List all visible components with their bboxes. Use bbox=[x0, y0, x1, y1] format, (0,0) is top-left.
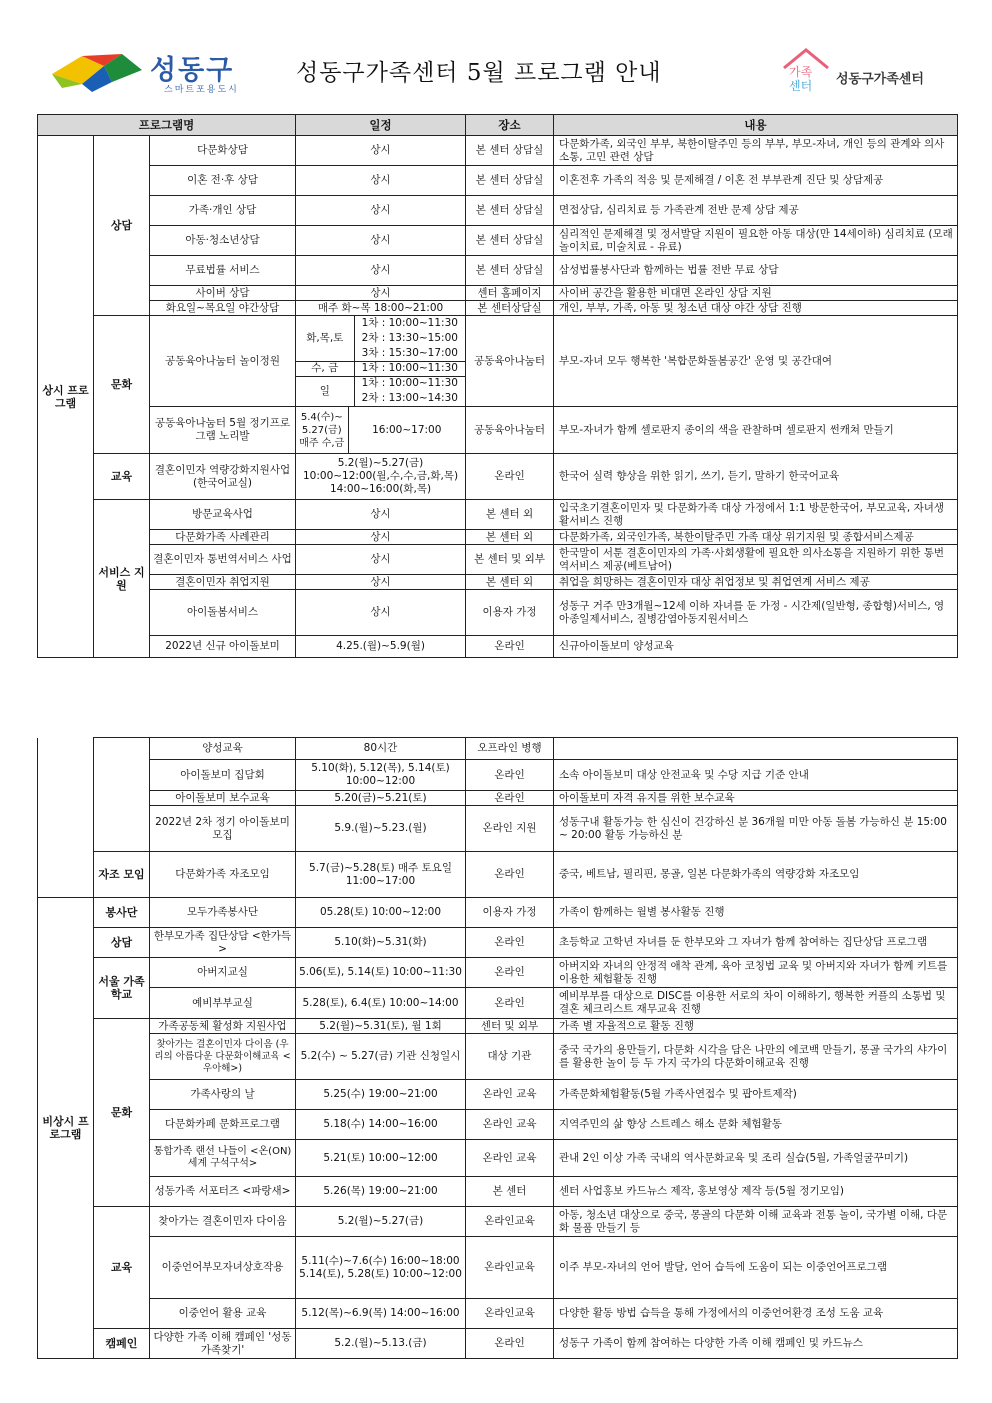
schedule-slot: 3차 : 15:30~17:00 bbox=[354, 346, 465, 361]
program-content: 취업을 희망하는 결혼이민자 대상 취업정보 및 취업연계 서비스 제공 bbox=[554, 575, 958, 590]
program-schedule: 5.2(월)~5.27(금) 10:00~12:00(월,수,수,금,화,목) 14:00~16:00(화,목) bbox=[296, 454, 466, 500]
program-schedule: 상시 bbox=[296, 575, 466, 590]
schedule-days: 화,목,토 bbox=[296, 316, 354, 361]
schedule-days: 일 bbox=[296, 376, 354, 406]
program-name: 다문화카페 문화프로그램 bbox=[150, 1110, 296, 1140]
table-row bbox=[38, 301, 958, 316]
program-place: 본 센터 bbox=[466, 1177, 554, 1207]
category-label bbox=[94, 738, 150, 852]
table-row bbox=[38, 136, 958, 166]
program-place: 본 센터 및 외부 bbox=[466, 545, 554, 575]
program-content: 아이돌보미 자격 유지를 위한 보수교육 bbox=[554, 791, 958, 806]
program-content: 가족문화체험활동(5월 가족사연접수 및 팝아트제작) bbox=[554, 1080, 958, 1110]
program-content: 사이버 공간을 활용한 비대면 온라인 상담 지원 bbox=[554, 286, 958, 301]
table-row bbox=[38, 958, 958, 988]
table-row bbox=[38, 1299, 958, 1329]
program-content: 다문화가족, 외국인가족, 북한이탈주민 가족 대상 위기지원 및 종합서비스제공 bbox=[554, 530, 958, 545]
family-center-logo bbox=[780, 46, 955, 96]
table-row bbox=[38, 316, 958, 331]
program-schedule: 5.12(목)~6.9(목) 14:00~16:00 bbox=[296, 1299, 466, 1329]
program-content: 가족 별 자율적으로 활동 진행 bbox=[554, 1019, 958, 1034]
schedule-dates: 5.4(수)~ 5.27(금) 매주 수,금 bbox=[296, 407, 348, 453]
program-schedule bbox=[296, 316, 466, 407]
program-name: 결혼이민자 취업지원 bbox=[150, 575, 296, 590]
program-name: 성동가족 서포터즈 <파랑새> bbox=[150, 1177, 296, 1207]
table-row bbox=[38, 196, 958, 226]
category-label: 상담 bbox=[94, 136, 150, 316]
category-label: 서비스 지원 bbox=[94, 500, 150, 658]
program-name: 이중언어부모자녀상호작용 bbox=[150, 1237, 296, 1299]
program-name: 찾아가는 결혼이민자 다이음 (우리의 아름다운 다문화이해교육 <우아해>) bbox=[150, 1034, 296, 1080]
special-program-table bbox=[37, 737, 958, 1359]
table-row bbox=[38, 898, 958, 928]
program-place: 대상 기관 bbox=[466, 1034, 554, 1080]
program-name: 가족사랑의 날 bbox=[150, 1080, 296, 1110]
table-row bbox=[38, 636, 958, 658]
table-row bbox=[38, 1110, 958, 1140]
program-name: 결혼이민자 통번역서비스 사업 bbox=[150, 545, 296, 575]
table-row bbox=[38, 1034, 958, 1080]
program-content: 입국초기결혼이민자 및 다문화가족 대상 가정에서 1:1 방문한국어, 부모교육, 자녀생활서비스 진행 bbox=[554, 500, 958, 530]
program-name: 한부모가족 집단상담 <한가득> bbox=[150, 928, 296, 958]
program-name: 다문화상담 bbox=[150, 136, 296, 166]
category-label: 상담 bbox=[94, 928, 150, 958]
program-name: 아이돌보미 보수교육 bbox=[150, 791, 296, 806]
table-row bbox=[38, 738, 958, 760]
program-place: 온라인 bbox=[466, 636, 554, 658]
table-row bbox=[38, 226, 958, 256]
category-label: 서울 가족학교 bbox=[94, 958, 150, 1019]
table-row bbox=[38, 928, 958, 958]
program-name: 결혼이민자 역량강화지원사업 (한국어교실) bbox=[150, 454, 296, 500]
program-schedule: 매주 화~목 18:00~21:00 bbox=[296, 301, 466, 316]
program-name: 공동육아나눔터 놀이정원 bbox=[150, 316, 296, 407]
program-place: 이용자 가정 bbox=[466, 898, 554, 928]
program-schedule: 5.28(토), 6.4(토) 10:00~14:00 bbox=[296, 988, 466, 1019]
table-row bbox=[38, 256, 958, 286]
program-name: 이중언어 활용 교육 bbox=[150, 1299, 296, 1329]
page-title: 성동구가족센터 5월 프로그램 안내 bbox=[296, 60, 662, 86]
program-schedule: 5.18(수) 14:00~16:00 bbox=[296, 1110, 466, 1140]
program-name: 2022년 2차 정기 아이돌보미 모집 bbox=[150, 806, 296, 852]
svg-text:가족: 가족 bbox=[789, 65, 813, 79]
program-schedule: 상시 bbox=[296, 256, 466, 286]
schedule-slot: 2차 : 13:00~14:30 bbox=[361, 392, 458, 404]
header-content: 내용 bbox=[554, 115, 958, 136]
schedule-slot: 1차 : 10:00~11:30 bbox=[354, 361, 465, 376]
table-row bbox=[38, 1207, 958, 1237]
table-row bbox=[38, 454, 958, 500]
program-content: 다문화가족, 외국인 부부, 북한이탈주민 등의 부부, 부모-자녀, 개인 등의 관계와 의사소통, 고민 관련 상담 bbox=[554, 136, 958, 166]
program-schedule: 상시 bbox=[296, 286, 466, 301]
program-schedule: 5.26(목) 19:00~21:00 bbox=[296, 1177, 466, 1207]
header-schedule: 일정 bbox=[296, 115, 466, 136]
program-schedule: 5.2.(월)~5.13.(금) bbox=[296, 1329, 466, 1359]
seongdong-logo-sub: 스마트포용도시 bbox=[164, 85, 239, 95]
program-place: 온라인교육 bbox=[466, 1299, 554, 1329]
table-row bbox=[38, 1329, 958, 1359]
program-schedule: 상시 bbox=[296, 500, 466, 530]
program-content: 성동구 가족이 함께 참여하는 다양한 가족 이해 캠페인 및 카드뉴스 bbox=[554, 1329, 958, 1359]
program-content: 초등학교 고학년 자녀를 둔 한부모와 그 자녀가 함께 참여하는 집단상담 프로그램 bbox=[554, 928, 958, 958]
program-place: 센터 홈페이지 bbox=[466, 286, 554, 301]
program-content: 소속 아이돌보미 대상 안전교육 및 수당 지급 기준 안내 bbox=[554, 760, 958, 791]
program-content: 가족이 함께하는 월별 봉사활동 진행 bbox=[554, 898, 958, 928]
program-place: 본 센터 외 bbox=[466, 500, 554, 530]
category-label: 문화 bbox=[94, 316, 150, 454]
program-schedule: 5.06(토), 5.14(토) 10:00~11:30 bbox=[296, 958, 466, 988]
program-name: 화요일~목요일 야간상담 bbox=[150, 301, 296, 316]
svg-text:센터: 센터 bbox=[789, 79, 813, 93]
table-row bbox=[38, 590, 958, 636]
program-name: 통합가족 랜선 나들이 <온(ON)세계 구석구석> bbox=[150, 1140, 296, 1177]
schedule-slot: 1차 : 10:00~11:30 bbox=[361, 377, 458, 390]
table-row bbox=[38, 791, 958, 806]
program-schedule: 상시 bbox=[296, 530, 466, 545]
program-name: 사이버 상담 bbox=[150, 286, 296, 301]
table-row bbox=[38, 1237, 958, 1299]
table-row bbox=[38, 530, 958, 545]
program-place: 온라인 교육 bbox=[466, 1110, 554, 1140]
program-content: 심리적인 문제해결 및 정서발달 지원이 필요한 아동 대상(만 14세이하) 심리치료 (모래놀이치료, 미술치료 - 유료) bbox=[554, 226, 958, 256]
program-place: 본 센터 상담실 bbox=[466, 256, 554, 286]
family-center-house-icon bbox=[780, 46, 832, 94]
program-place: 본 센터 상담실 bbox=[466, 196, 554, 226]
program-content: 성동구내 활동가능 한 심신이 건강하신 분 36개월 미만 아동 돌봄 가능하신 분 15:00 ~ 20:00 활동 가능하신 분 bbox=[554, 806, 958, 852]
seongdong-logo-mark-icon bbox=[52, 52, 144, 92]
program-content: 이혼전후 가족의 적응 및 문제해결 / 이혼 전 부부관계 진단 및 상담제공 bbox=[554, 166, 958, 196]
regular-program-table bbox=[37, 114, 958, 658]
program-schedule: 4.25.(월)~5.9(월) bbox=[296, 636, 466, 658]
schedule-subtable bbox=[296, 316, 465, 406]
program-schedule: 5.10(화), 5.12(목), 5.14(토) 10:00~12:00 bbox=[296, 760, 466, 791]
program-place: 온라인교육 bbox=[466, 1207, 554, 1237]
header-program-name: 프로그램명 bbox=[38, 115, 296, 136]
program-content: 이주 부모-자녀의 언어 발달, 언어 습득에 도움이 되는 이중언어프로그램 bbox=[554, 1237, 958, 1299]
program-content: 개인, 부부, 가족, 아동 및 청소년 대상 야간 상담 진행 bbox=[554, 301, 958, 316]
program-name: 아버지교실 bbox=[150, 958, 296, 988]
program-content: 아버지와 자녀의 안정적 애착 관계, 육아 코칭법 교육 및 아버지와 자녀가 함께 키트를 이용한 체험활동 진행 bbox=[554, 958, 958, 988]
program-content: 예비부부를 대상으로 DISC를 이용한 서로의 차이 이해하기, 행복한 커플의 소통법 및 결혼 체크리스트 재무교육 진행 bbox=[554, 988, 958, 1019]
program-place: 공동육아나눔터 bbox=[466, 316, 554, 407]
table-row bbox=[38, 500, 958, 530]
program-name: 찾아가는 결혼이민자 다이음 bbox=[150, 1207, 296, 1237]
table-row bbox=[38, 760, 958, 791]
program-content: 부모-자녀 모두 행복한 '복합문화돌봄공간' 운영 및 공간대여 bbox=[554, 316, 958, 407]
program-content: 한국어 실력 향상을 위한 읽기, 쓰기, 듣기, 말하기 한국어교육 bbox=[554, 454, 958, 500]
program-content: 한국말이 서툰 결혼이민자의 가족·사회생활에 필요한 의사소통을 지원하기 위한 통번역서비스 제공(베트남어) bbox=[554, 545, 958, 575]
program-place: 온라인 교육 bbox=[466, 1080, 554, 1110]
program-content: 부모-자녀가 함께 셀로판지 종이의 색을 관찰하며 셀로판지 썬캐쳐 만들기 bbox=[554, 407, 958, 454]
program-name: 다문화가족 자조모임 bbox=[150, 852, 296, 898]
program-schedule: 5.25(수) 19:00~21:00 bbox=[296, 1080, 466, 1110]
program-name: 예비부부교실 bbox=[150, 988, 296, 1019]
seongdong-logo bbox=[52, 48, 282, 100]
program-place: 온라인 bbox=[466, 760, 554, 791]
table-row bbox=[38, 166, 958, 196]
table-row bbox=[38, 1019, 958, 1034]
program-place: 공동육아나눔터 bbox=[466, 407, 554, 454]
program-schedule: 05.28(토) 10:00~12:00 bbox=[296, 898, 466, 928]
category-label: 문화 bbox=[94, 1019, 150, 1207]
table-header-row bbox=[38, 115, 958, 136]
program-schedule: 상시 bbox=[296, 136, 466, 166]
category-label: 자조 모임 bbox=[94, 852, 150, 898]
program-place: 온라인 지원 bbox=[466, 806, 554, 852]
table-row bbox=[38, 575, 958, 590]
schedule-days: 수, 금 bbox=[296, 361, 354, 376]
program-schedule: 상시 bbox=[296, 226, 466, 256]
category-label: 봉사단 bbox=[94, 898, 150, 928]
section-label: 비상시 프로그램 bbox=[38, 898, 94, 1359]
seongdong-logo-name: 성동구 bbox=[150, 55, 235, 86]
program-name: 양성교육 bbox=[150, 738, 296, 760]
program-schedule: 5.2(수) ~ 5.27(금) 기관 신청일시 bbox=[296, 1034, 466, 1080]
program-place: 온라인 bbox=[466, 852, 554, 898]
table-row bbox=[38, 1080, 958, 1110]
program-place: 본 센터 상담실 bbox=[466, 166, 554, 196]
table-row bbox=[38, 1177, 958, 1207]
program-place: 온라인 bbox=[466, 791, 554, 806]
program-place: 본 센터 외 bbox=[466, 530, 554, 545]
program-name: 이혼 전·후 상담 bbox=[150, 166, 296, 196]
program-name: 2022년 신규 아이돌보미 bbox=[150, 636, 296, 658]
program-schedule: 5.11(수)~7.6(수) 16:00~18:00 5.14(토), 5.28(토) 10:00~12:00 bbox=[296, 1237, 466, 1299]
program-schedule bbox=[296, 407, 466, 454]
program-place: 온라인 교육 bbox=[466, 1140, 554, 1177]
program-schedule: 5.20(금)~5.21(토) bbox=[296, 791, 466, 806]
table-row bbox=[38, 988, 958, 1019]
program-name: 아동·청소년상담 bbox=[150, 226, 296, 256]
program-name: 다문화가족 사례관리 bbox=[150, 530, 296, 545]
program-schedule: 80시간 bbox=[296, 738, 466, 760]
program-content: 중국 국가의 용만들기, 다문화 시각을 담은 나만의 에코백 만들기, 몽골 국가의 샤가이를 활용한 놀이 등 두 가지 국가의 다문화이해교육 진행 bbox=[554, 1034, 958, 1080]
schedule-time: 16:00~17:00 bbox=[372, 423, 442, 436]
program-content: 신규아이돌보미 양성교육 bbox=[554, 636, 958, 658]
schedule-subtable bbox=[296, 407, 465, 453]
program-place: 온라인 bbox=[466, 988, 554, 1019]
program-name: 아이돌보미 집담회 bbox=[150, 760, 296, 791]
program-place: 본 센터 상담실 bbox=[466, 136, 554, 166]
program-name: 방문교육사업 bbox=[150, 500, 296, 530]
section-label: 상시 프로그램 bbox=[38, 136, 94, 658]
program-content: 면접상담, 심리치료 등 가족관계 전반 문제 상담 제공 bbox=[554, 196, 958, 226]
program-schedule: 상시 bbox=[296, 545, 466, 575]
table-row bbox=[38, 1140, 958, 1177]
program-place: 온라인 bbox=[466, 1329, 554, 1359]
program-content: 관내 2인 이상 가족 국내의 역사문화교육 및 조리 실습(5월, 가족얼굴꾸미기) bbox=[554, 1140, 958, 1177]
program-place: 온라인교육 bbox=[466, 1237, 554, 1299]
table-row bbox=[38, 806, 958, 852]
program-content bbox=[554, 738, 958, 760]
program-content: 지역주민의 삶 향상 스트레스 해소 문화 체험활동 bbox=[554, 1110, 958, 1140]
program-content: 아동, 청소년 대상으로 중국, 몽골의 다문화 이해 교육과 전통 놀이, 국가별 이해, 다문화 물품 만들기 등 bbox=[554, 1207, 958, 1237]
family-center-logo-name: 성동구가족센터 bbox=[836, 72, 924, 87]
program-place: 오프라인 병행 bbox=[466, 738, 554, 760]
program-schedule: 상시 bbox=[296, 166, 466, 196]
program-name: 아이돌봄서비스 bbox=[150, 590, 296, 636]
program-place: 온라인 bbox=[466, 958, 554, 988]
program-schedule: 상시 bbox=[296, 590, 466, 636]
program-schedule: 5.9.(월)~5.23.(월) bbox=[296, 806, 466, 852]
program-place: 본 센터 외 bbox=[466, 575, 554, 590]
program-name: 다양한 가족 이해 캠페인 '성동가족찾기' bbox=[150, 1329, 296, 1359]
program-schedule: 상시 bbox=[296, 196, 466, 226]
program-place: 본 센터 상담실 bbox=[466, 226, 554, 256]
program-content: 삼성법률봉사단과 함께하는 법률 전반 무료 상담 bbox=[554, 256, 958, 286]
program-place: 온라인 bbox=[466, 928, 554, 958]
header-place: 장소 bbox=[466, 115, 554, 136]
schedule-slot: 1차 : 10:00~11:30 bbox=[361, 317, 458, 329]
program-name: 모두가족봉사단 bbox=[150, 898, 296, 928]
program-place: 이용자 가정 bbox=[466, 590, 554, 636]
page-header bbox=[0, 0, 992, 110]
program-place: 본 센터상담실 bbox=[466, 301, 554, 316]
program-content: 다양한 활동 방법 습득을 통해 가정에서의 이중언어환경 조성 도움 교육 bbox=[554, 1299, 958, 1329]
program-schedule: 5.7(금)~5.28(토) 매주 토요일 11:00~17:00 bbox=[296, 852, 466, 898]
program-schedule: 5.2(월)~5.27(금) bbox=[296, 1207, 466, 1237]
program-name: 가족공동체 활성화 지원사업 bbox=[150, 1019, 296, 1034]
table-row bbox=[38, 407, 958, 454]
program-place: 온라인 bbox=[466, 454, 554, 500]
program-name: 공동육아나눔터 5월 정기프로그램 노리발 bbox=[150, 407, 296, 454]
table-row bbox=[38, 545, 958, 575]
program-schedule: 5.2(월)~5.31(토), 월 1회 bbox=[296, 1019, 466, 1034]
program-content: 중국, 베트남, 필리핀, 몽골, 일본 다문화가족의 역량강화 자조모임 bbox=[554, 852, 958, 898]
table-row bbox=[38, 852, 958, 898]
program-name: 가족·개인 상담 bbox=[150, 196, 296, 226]
program-content: 센터 사업홍보 카드뉴스 제작, 홍보영상 제작 등(5월 정기모임) bbox=[554, 1177, 958, 1207]
section-label bbox=[38, 738, 94, 898]
category-label: 교육 bbox=[94, 1207, 150, 1329]
program-schedule: 5.21(토) 10:00~12:00 bbox=[296, 1140, 466, 1177]
table-row bbox=[38, 286, 958, 301]
category-label: 캠페인 bbox=[94, 1329, 150, 1359]
schedule-slot: 2차 : 13:30~15:00 bbox=[361, 332, 458, 344]
program-content: 성동구 거주 만3개월~12세 이하 자녀를 둔 가정 - 시간제(일반형, 종합형)서비스, 영아종일제서비스, 질병감염아동지원서비스 bbox=[554, 590, 958, 636]
category-label: 교육 bbox=[94, 454, 150, 500]
program-name: 무료법률 서비스 bbox=[150, 256, 296, 286]
program-place: 센터 및 외부 bbox=[466, 1019, 554, 1034]
program-schedule: 5.10(화)~5.31(화) bbox=[296, 928, 466, 958]
